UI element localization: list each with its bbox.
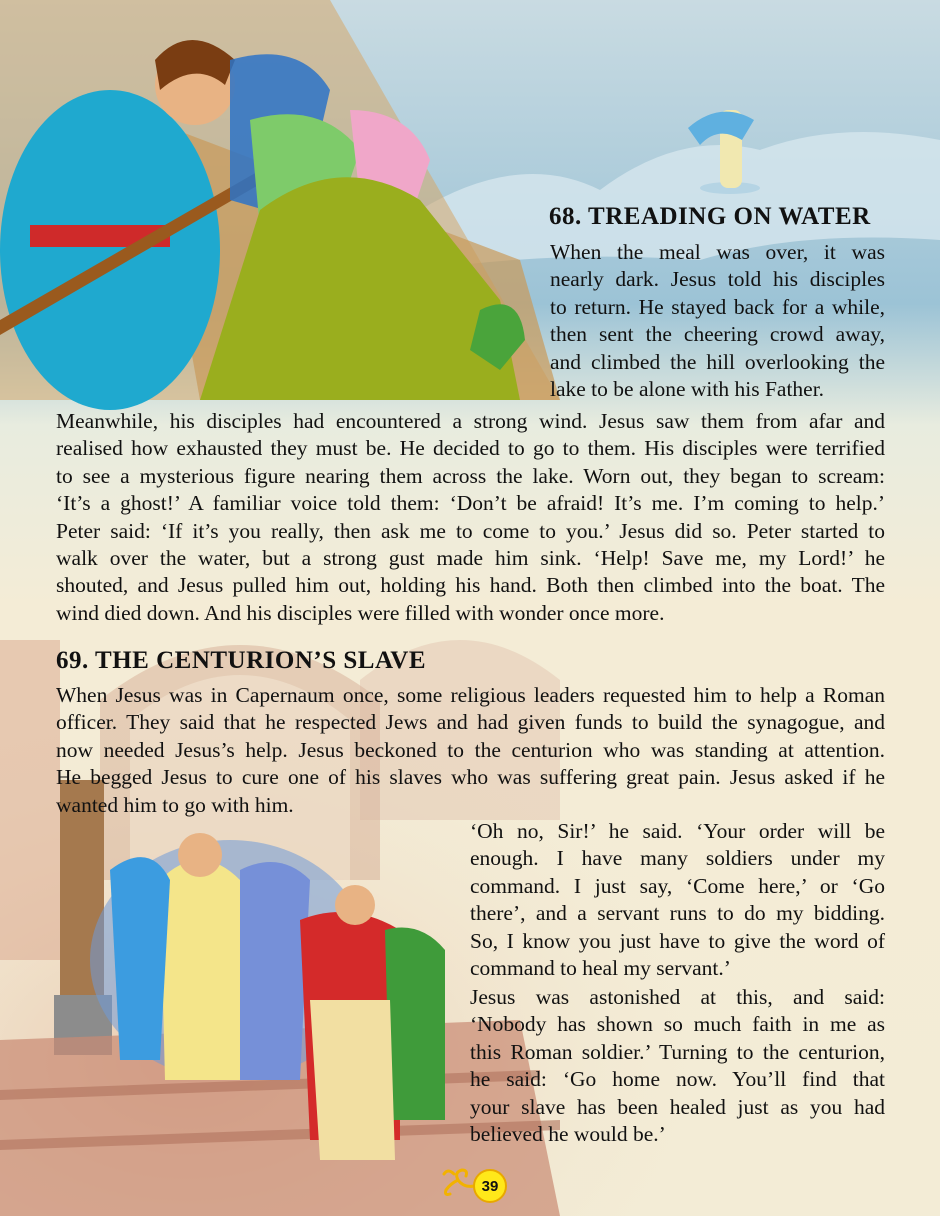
section-68-intro [550, 239, 885, 403]
text-line: command. I just say, ‘Come here,’ or ‘Go [470, 873, 885, 898]
page-number: 39 [473, 1169, 507, 1203]
text-line: command to heal my servant.’ [470, 956, 731, 981]
text-line: Meanwhile, his disciples had encountered a strong wind. Jesus saw them from afar and [56, 409, 885, 433]
text-line: there’, and a servant runs to do my bidding. [470, 901, 885, 926]
text-line: now needed Jesus’s help. Jesus beckoned to the centurion who was standing at attention. [56, 737, 885, 762]
section-68-body [56, 408, 885, 627]
text-line: realised how exhausted they must be. He decided to go to them. His disciples were terrified [56, 436, 885, 461]
text-line: then sent the cheering crowd away, [550, 322, 885, 347]
text-line: believed he would be.’ [470, 1122, 666, 1147]
text-line: enough. I have many soldiers under my [470, 846, 885, 871]
text-line: to see a mysterious figure nearing them across the lake. Worn out, they began to scream: [56, 463, 885, 488]
disciple-blue-figure [0, 90, 220, 410]
flourish-ornament-icon [438, 1164, 478, 1198]
section-69-reply [470, 818, 885, 982]
text-line: He begged Jesus to cure one of his slaves who was suffering great pain. Jesus asked if he [56, 765, 885, 790]
text-line: ‘It’s a ghost!’ A familiar voice told them: ‘Don’t be afraid! It’s me. I’m coming to help.’ [56, 491, 885, 516]
text-line: wanted him to go with him. [56, 792, 294, 817]
text-line: shouted, and Jesus pulled him out, holding his hand. Both then climbed into the boat. The [56, 573, 885, 598]
text-line: When the meal was over, it was [550, 240, 885, 264]
text-line: he said: ‘Go home now. You’ll find that [470, 1067, 885, 1092]
text-line: to return. He stayed back for a while, [550, 294, 885, 319]
text-line: nearly dark. Jesus told his disciples [550, 267, 885, 292]
section-68-title: 68. TREADING ON WATER [549, 203, 871, 230]
text-line: Jesus was astonished at this, and said: [470, 985, 885, 1009]
text-line: So, I know you just have to give the word of [470, 928, 885, 953]
text-line: ‘Oh no, Sir!’ he said. ‘Your order will be [470, 819, 885, 843]
text-line: your slave has been healed just as you had [470, 1094, 885, 1119]
text-line: Peter said: ‘If it’s you really, then ask me to come to you.’ Jesus did so. Peter started to [56, 518, 885, 543]
section-69-ending [470, 984, 885, 1148]
text-line: and climbed the hill overlooking the [550, 349, 885, 374]
text-line: lake to be alone with his Father. [550, 377, 825, 402]
text-line: officer. They said that he respected Jews and had given funds to build the synagogue, and [56, 710, 885, 735]
text-line: ‘Nobody has shown so much faith in me as [470, 1012, 885, 1037]
text-line: When Jesus was in Capernaum once, some religious leaders requested him to help a Roman [56, 683, 885, 707]
section-69-intro [56, 682, 885, 819]
section-69-title: 69. THE CENTURION’S SLAVE [56, 647, 427, 674]
text-line: walk over the water, but a strong gust made him sink. ‘Help! Save me, my Lord!’ he [56, 546, 885, 571]
text-line: this Roman soldier.’ Turning to the centurion, [470, 1039, 885, 1064]
text-line: wind died down. And his disciples were filled with wonder once more. [56, 600, 665, 625]
